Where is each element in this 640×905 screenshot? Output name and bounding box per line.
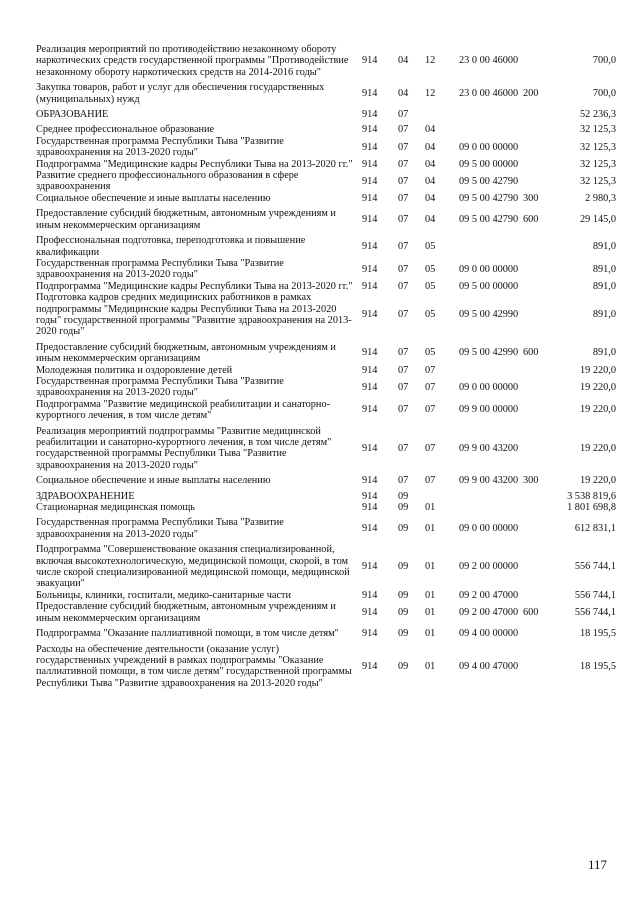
table-row [36, 258, 616, 281]
grbs-code: 914 [362, 175, 378, 187]
grbs-code: 914 [362, 502, 378, 514]
expense-name: ОБРАЗОВАНИЕ [36, 109, 109, 121]
amount: 891,0 [592, 240, 616, 252]
grbs-code: 914 [362, 124, 378, 136]
grbs-code: 914 [362, 109, 378, 121]
grbs-code: 914 [362, 309, 378, 321]
expense-type-code: 600 [523, 213, 539, 225]
amount: 700,0 [592, 55, 616, 67]
section-code: 07 [398, 442, 409, 454]
target-article-code: 09 0 00 00000 [459, 523, 519, 535]
amount: 612 831,1 [574, 523, 616, 535]
expense-type-code [523, 120, 553, 135]
table-row [36, 136, 616, 159]
table-row [36, 78, 616, 105]
grbs-code: 914 [362, 561, 378, 573]
expense-type-code [523, 590, 553, 601]
table-row [36, 120, 616, 135]
expense-name: Закупка товаров, работ и услуг для обеспечения государственных (муниципальных) нужд [36, 82, 325, 105]
amount: 29 145,0 [579, 213, 616, 225]
expense-name: Реализация мероприятий по противодействию незаконному обороту наркотических средств государственной программы "Противодействие незаконному обороту наркотических средств на 2014-2016 годы" [36, 44, 349, 78]
subsection-code: 01 [425, 660, 436, 672]
target-article-code: 09 9 00 43200 [459, 475, 519, 487]
subsection-code: 04 [425, 141, 436, 153]
table-row [36, 502, 616, 513]
table-row [36, 292, 616, 338]
section-code: 09 [398, 490, 409, 502]
expense-name: Реализация мероприятий подпрограммы "Развитие медицинской реабилитации и санаторно-курортного лечения, в том числе детям" государственной программы Республики Тыва "Развитие здравоохранения на 2013-2020 годы" [36, 425, 332, 471]
expense-type-code: 600 [523, 606, 539, 618]
target-article-code [459, 105, 523, 120]
amount: 18 195,5 [579, 660, 616, 672]
section-code: 07 [398, 364, 409, 376]
subsection-code: 04 [425, 124, 436, 136]
grbs-code: 914 [362, 381, 378, 393]
expense-type-code [523, 231, 553, 258]
amount: 32 125,3 [579, 124, 616, 136]
table-row [36, 159, 616, 170]
section-code: 07 [398, 309, 409, 321]
table-row [36, 105, 616, 120]
subsection-code: 01 [425, 523, 436, 535]
amount: 32 125,3 [579, 158, 616, 170]
table-row [36, 513, 616, 540]
expense-name: Социальное обеспечение и иные выплаты населению [36, 475, 271, 487]
table-row [36, 170, 616, 193]
table-row [36, 624, 616, 639]
expense-type-code [523, 44, 553, 78]
grbs-code: 914 [362, 158, 378, 170]
expense-type-code [523, 513, 553, 540]
subsection-code [425, 105, 459, 120]
table-row [36, 193, 616, 204]
expense-name: Расходы на обеспечение деятельности (оказание услуг) государственных учреждений в рамках подпрограммы "Оказание паллиативной помощи, в том числе детям" государственной программы Республики Тыва "Развитие здравоохранения на 2013-2020 годы" [36, 643, 352, 689]
table-row [36, 231, 616, 258]
section-code: 09 [398, 523, 409, 535]
subsection-code: 07 [425, 475, 436, 487]
target-article-code: 09 5 00 42790 [459, 192, 519, 204]
expense-type-code: 300 [523, 475, 539, 487]
amount: 52 236,3 [579, 109, 616, 121]
amount: 19 220,0 [579, 381, 616, 393]
amount: 891,0 [592, 309, 616, 321]
expense-type-code [523, 422, 553, 472]
section-code: 07 [398, 263, 409, 275]
target-article-code [459, 231, 523, 258]
amount: 891,0 [592, 347, 616, 359]
target-article-code: 09 5 00 42990 [459, 347, 519, 359]
section-code: 07 [398, 141, 409, 153]
table-row [36, 540, 616, 590]
section-code: 07 [398, 158, 409, 170]
subsection-code: 07 [425, 364, 436, 376]
target-article-code: 09 5 00 42990 [459, 309, 519, 321]
amount: 891,0 [592, 263, 616, 275]
expense-type-code [523, 487, 553, 502]
expense-type-code [523, 170, 553, 193]
grbs-code: 914 [362, 660, 378, 672]
grbs-code: 914 [362, 442, 378, 454]
target-article-code: 09 5 00 00000 [459, 158, 519, 170]
grbs-code: 914 [362, 628, 378, 640]
table-row [36, 590, 616, 601]
expense-name: Социальное обеспечение и иные выплаты населению [36, 192, 271, 204]
subsection-code: 07 [425, 442, 436, 454]
expense-name: Государственная программа Республики Тыва "Развитие здравоохранения на 2013-2020 годы" [36, 517, 284, 540]
subsection-code: 05 [425, 240, 436, 252]
table-row [36, 365, 616, 376]
table-row [36, 204, 616, 231]
amount: 19 220,0 [579, 364, 616, 376]
target-article-code: 09 2 00 47000 [459, 606, 519, 618]
expense-name: Подпрограмма "Оказание паллиативной помощи, в том числе детям" [36, 628, 339, 640]
expense-name: Больницы, клиники, госпитали, медико-санитарные части [36, 589, 292, 601]
table-row [36, 601, 616, 624]
expense-type-code [523, 258, 553, 281]
target-article-code: 23 0 00 46000 [459, 55, 519, 67]
section-code: 07 [398, 240, 409, 252]
amount: 556 744,1 [574, 606, 616, 618]
expense-type-code [523, 159, 553, 170]
grbs-code: 914 [362, 240, 378, 252]
table-row [36, 471, 616, 486]
subsection-code: 01 [425, 606, 436, 618]
expense-type-code [523, 640, 553, 690]
subsection-code: 05 [425, 309, 436, 321]
expense-type-code: 200 [523, 87, 539, 99]
table-row [36, 281, 616, 292]
amount: 556 744,1 [574, 589, 616, 601]
subsection-code: 04 [425, 213, 436, 225]
grbs-code: 914 [362, 475, 378, 487]
target-article-code [459, 365, 523, 376]
target-article-code [459, 502, 523, 513]
section-code: 09 [398, 606, 409, 618]
grbs-code: 914 [362, 213, 378, 225]
subsection-code: 05 [425, 280, 436, 292]
target-article-code: 09 9 00 00000 [459, 404, 519, 416]
target-article-code: 09 9 00 43200 [459, 442, 519, 454]
table-row [36, 640, 616, 690]
target-article-code: 23 0 00 46000 [459, 87, 519, 99]
target-article-code [459, 487, 523, 502]
amount: 18 195,5 [579, 628, 616, 640]
expense-name: Предоставление субсидий бюджетным, автономным учреждениям и иным некоммерческим организациям [36, 208, 336, 231]
subsection-code: 04 [425, 175, 436, 187]
expense-name: Подпрограмма "Медицинские кадры Республики Тыва на 2013-2020 гг." [36, 280, 353, 292]
target-article-code: 09 5 00 42790 [459, 213, 519, 225]
target-article-code: 09 0 00 00000 [459, 263, 519, 275]
expense-name: Подпрограмма "Медицинские кадры Республики Тыва на 2013-2020 гг." [36, 158, 353, 170]
expense-type-code [523, 105, 553, 120]
expense-name: Подготовка кадров средних медицинских работников в рамках подпрограммы "Медицинские кадры Республики Тыва на 2013-2020 годы" государственной программы "Развитие здравоохранения на 2013-2020 годы" [36, 292, 352, 338]
grbs-code: 914 [362, 141, 378, 153]
section-code: 04 [398, 55, 409, 67]
expense-name: Стационарная медицинская помощь [36, 502, 195, 514]
expense-type-code: 300 [523, 192, 539, 204]
grbs-code: 914 [362, 589, 378, 601]
expense-type-code [523, 399, 553, 422]
section-code: 09 [398, 502, 409, 514]
subsection-code: 12 [425, 55, 436, 67]
amount: 2 980,3 [585, 192, 616, 204]
grbs-code: 914 [362, 347, 378, 359]
amount: 19 220,0 [579, 442, 616, 454]
expense-type-code [523, 376, 553, 399]
expense-name: Государственная программа Республики Тыва "Развитие здравоохранения на 2013-2020 годы" [36, 257, 284, 281]
section-code: 07 [398, 213, 409, 225]
amount: 32 125,3 [579, 141, 616, 153]
target-article-code: 09 0 00 00000 [459, 381, 519, 393]
amount: 891,0 [592, 280, 616, 292]
expense-name: Государственная программа Республики Тыва "Развитие здравоохранения на 2013-2020 годы" [36, 135, 284, 159]
expense-type-code [523, 540, 553, 590]
expense-type-code: 600 [523, 347, 539, 359]
subsection-code: 01 [425, 589, 436, 601]
expense-name: Молодежная политика и оздоровление детей [36, 364, 233, 376]
section-code: 09 [398, 561, 409, 573]
subsection-code: 01 [425, 628, 436, 640]
expense-name: Развитие среднего профессионального образования в сфере здравоохранения [36, 170, 299, 193]
grbs-code: 914 [362, 192, 378, 204]
amount: 3 538 819,6 [567, 490, 616, 502]
section-code: 07 [398, 347, 409, 359]
expense-name: Подпрограмма "Совершенствование оказания специализированной, включая высокотехнологическую, медицинской помощи, скорой, в том числе скорой специализированной медицинской помощи, медицинской эвакуации" [36, 544, 350, 590]
target-article-code: 09 2 00 00000 [459, 561, 519, 573]
target-article-code: 09 5 00 42790 [459, 175, 519, 187]
subsection-code: 07 [425, 381, 436, 393]
amount: 19 220,0 [579, 475, 616, 487]
section-code: 07 [398, 124, 409, 136]
subsection-code: 12 [425, 87, 436, 99]
section-code: 09 [398, 660, 409, 672]
expense-name: Подпрограмма "Развитие медицинской реабилитации и санаторно-курортного лечения, в том числе детям" [36, 398, 331, 422]
budget-document [36, 44, 616, 689]
expense-type-code [523, 365, 553, 376]
target-article-code [459, 120, 523, 135]
expense-type-code [523, 292, 553, 338]
section-code: 09 [398, 589, 409, 601]
grbs-code: 914 [362, 87, 378, 99]
table-row [36, 422, 616, 472]
section-code: 07 [398, 109, 409, 121]
subsection-code [425, 487, 459, 502]
section-code: 07 [398, 192, 409, 204]
target-article-code: 09 4 00 47000 [459, 660, 519, 672]
section-code: 07 [398, 404, 409, 416]
grbs-code: 914 [362, 280, 378, 292]
grbs-code: 914 [362, 55, 378, 67]
section-code: 04 [398, 87, 409, 99]
grbs-code: 914 [362, 490, 378, 502]
subsection-code: 05 [425, 347, 436, 359]
expense-type-code [523, 624, 553, 639]
target-article-code: 09 0 00 00000 [459, 141, 519, 153]
table-row [36, 376, 616, 399]
grbs-code: 914 [362, 404, 378, 416]
target-article-code: 09 5 00 00000 [459, 280, 519, 292]
section-code: 09 [398, 628, 409, 640]
expense-type-code [523, 281, 553, 292]
expense-name: ЗДРАВООХРАНЕНИЕ [36, 490, 135, 502]
amount: 556 744,1 [574, 561, 616, 573]
section-code: 07 [398, 381, 409, 393]
subsection-code: 07 [425, 404, 436, 416]
expense-name: Предоставление субсидий бюджетным, автономным учреждениям и иным некоммерческим организациям [36, 601, 336, 624]
grbs-code: 914 [362, 523, 378, 535]
subsection-code: 05 [425, 263, 436, 275]
amount: 19 220,0 [579, 404, 616, 416]
page-number: 117 [588, 857, 608, 872]
amount: 32 125,3 [579, 175, 616, 187]
section-code: 07 [398, 175, 409, 187]
expense-type-code [523, 136, 553, 159]
expense-name: Государственная программа Республики Тыва "Развитие здравоохранения на 2013-2020 годы" [36, 375, 284, 399]
grbs-code: 914 [362, 606, 378, 618]
subsection-code: 01 [425, 502, 436, 514]
expense-type-code [523, 502, 553, 513]
target-article-code: 09 4 00 00000 [459, 628, 519, 640]
subsection-code: 04 [425, 192, 436, 204]
section-code: 07 [398, 280, 409, 292]
expense-name: Предоставление субсидий бюджетным, автономным учреждениям и иным некоммерческим организациям [36, 341, 336, 365]
amount: 700,0 [592, 87, 616, 99]
subsection-code: 04 [425, 158, 436, 170]
table-row [36, 44, 616, 78]
budget-table [36, 44, 616, 689]
section-code: 07 [398, 475, 409, 487]
table-row [36, 338, 616, 365]
grbs-code: 914 [362, 364, 378, 376]
subsection-code: 01 [425, 561, 436, 573]
expense-name: Профессиональная подготовка, переподготовка и повышение квалификации [36, 235, 306, 258]
table-row [36, 487, 616, 502]
grbs-code: 914 [362, 263, 378, 275]
table-row [36, 399, 616, 422]
target-article-code: 09 2 00 47000 [459, 589, 519, 601]
expense-name: Среднее профессиональное образование [36, 124, 215, 136]
amount: 1 801 698,8 [567, 502, 616, 514]
